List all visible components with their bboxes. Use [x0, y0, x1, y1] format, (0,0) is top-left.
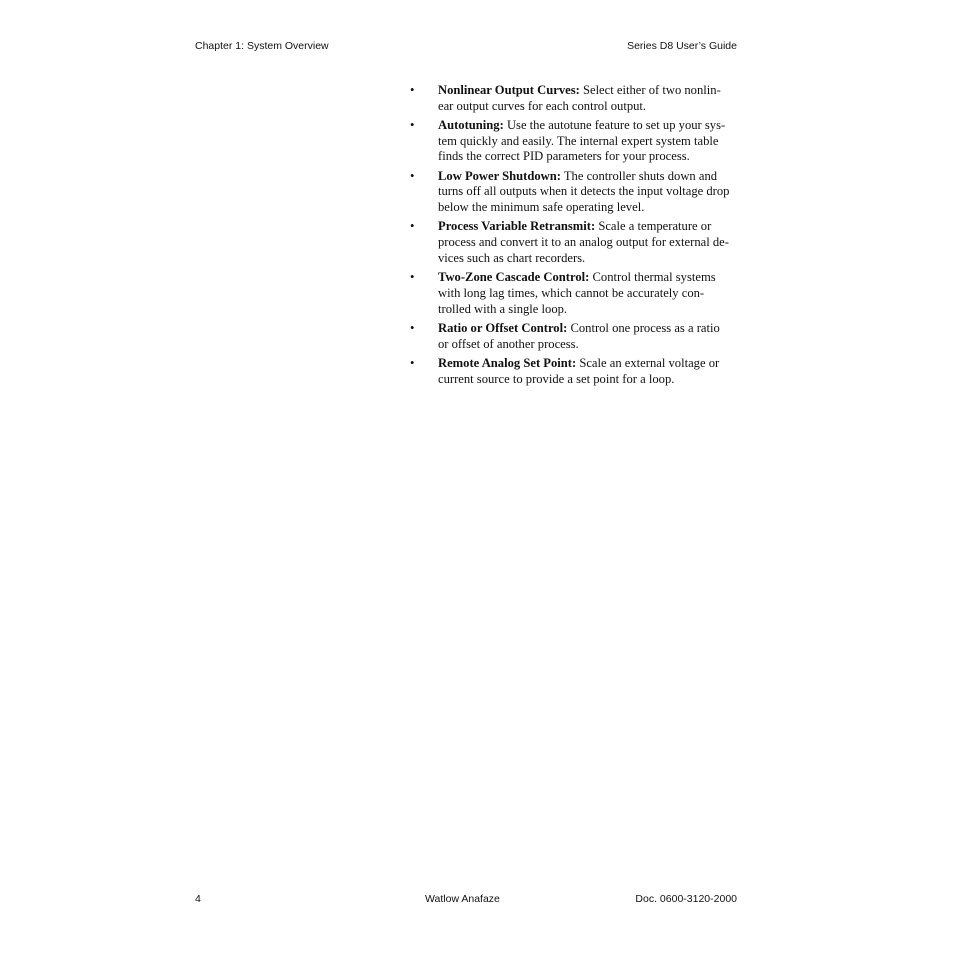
footer-company: Watlow Anafaze [425, 893, 500, 905]
feature-desc-line: or offset of another process. [438, 336, 579, 351]
list-item [410, 270, 747, 317]
list-item [410, 219, 747, 266]
running-header-chapter: Chapter 1: System Overview [195, 40, 329, 52]
feature-desc-line: Control thermal systems [592, 270, 716, 285]
feature-desc-line: Select either of two nonlin- [582, 83, 721, 97]
feature-desc-line: current source to provide a set point for a loop. [438, 371, 675, 386]
bullet-icon: • [410, 219, 415, 234]
feature-desc-line: turns off all outputs when it detects the input voltage drop [438, 184, 730, 199]
feature-list [410, 83, 747, 391]
bullet-icon: • [410, 270, 415, 285]
feature-term: Remote Analog Set Point: [438, 355, 577, 370]
feature-desc-line: Scale a temperature or [598, 219, 712, 234]
footer-doc-number: Doc. 0600-3120-2000 [635, 893, 737, 905]
feature-term: Ratio or Offset Control: [438, 320, 568, 335]
feature-desc-line: below the minimum safe operating level. [438, 200, 645, 215]
feature-term: Autotuning: [438, 118, 504, 132]
bullet-icon: • [410, 83, 415, 97]
feature-term: Low Power Shutdown: [438, 168, 561, 183]
feature-desc-line: Use the autotune feature to set up your sys- [506, 118, 726, 132]
bullet-icon: • [410, 118, 415, 132]
feature-desc-line: trolled with a single loop. [438, 301, 568, 316]
list-item [410, 83, 747, 114]
feature-desc-line: Control one process as a ratio [570, 320, 720, 335]
feature-desc-line: finds the correct PID parameters for your process. [438, 149, 690, 164]
bullet-icon: • [410, 355, 415, 370]
bullet-icon: • [410, 168, 415, 183]
feature-desc-line: tem quickly and easily. The internal expert system table [438, 133, 719, 148]
running-header-title: Series D8 User’s Guide [627, 40, 737, 52]
feature-term: Process Variable Retransmit: [438, 219, 596, 234]
bullet-icon: • [410, 320, 415, 335]
feature-term: Nonlinear Output Curves: [438, 83, 580, 97]
list-item [410, 118, 747, 165]
feature-desc-line: The controller shuts down and [563, 168, 718, 183]
list-item [410, 356, 747, 387]
feature-desc-line: process and convert it to an analog output for external de- [438, 235, 729, 250]
feature-desc-line: Scale an external voltage or [579, 355, 720, 370]
list-item [410, 321, 747, 352]
feature-desc-line: ear output curves for each control output. [438, 98, 647, 113]
feature-term: Two-Zone Cascade Control: [438, 270, 590, 285]
feature-desc-line: with long lag times, which cannot be accurately con- [438, 285, 705, 300]
list-item [410, 169, 747, 216]
page-number: 4 [195, 893, 201, 905]
feature-desc-line: vices such as chart recorders. [438, 250, 586, 265]
